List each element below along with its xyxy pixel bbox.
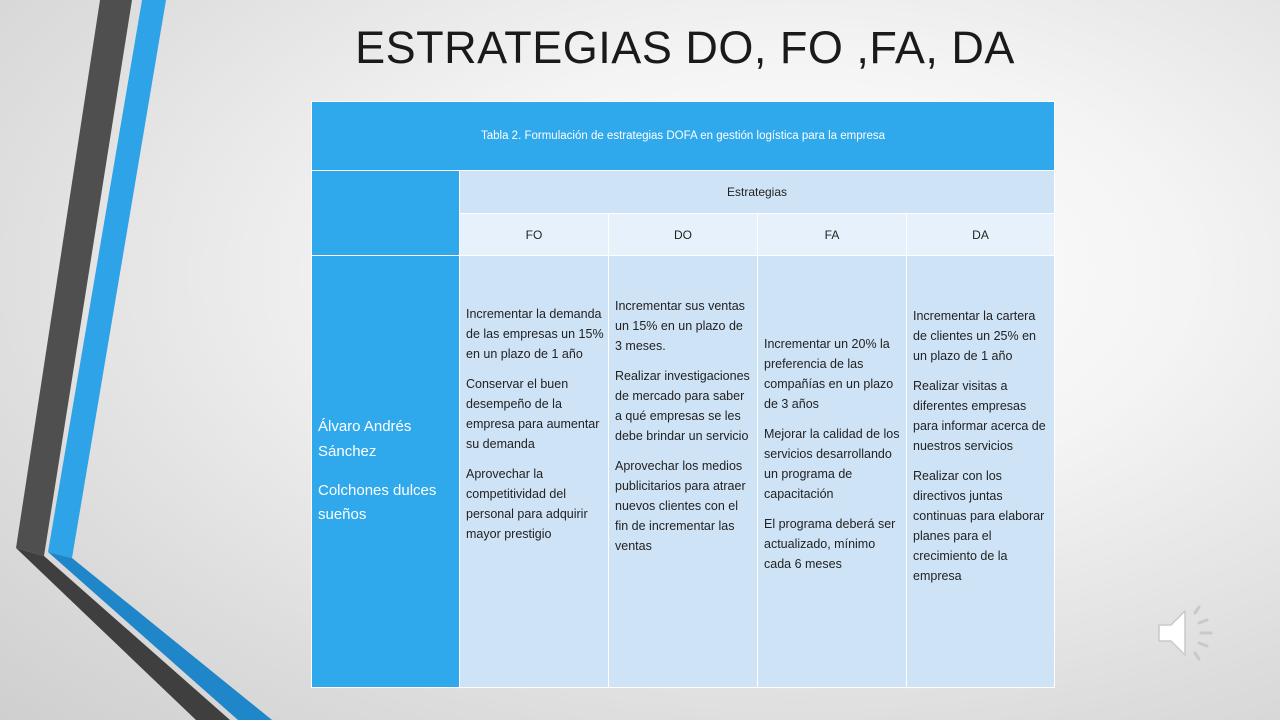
row-label-cell bbox=[312, 256, 460, 688]
dark-bar-lower bbox=[16, 548, 230, 720]
strategy-fo-1: Incrementar la demanda de las empresas un 15% en un plazo de 1 año bbox=[466, 307, 604, 361]
strategies-group-header: Estrategias bbox=[460, 171, 1055, 214]
strategy-fo-2: Conservar el buen desempeño de la empresa para aumentar su demanda bbox=[466, 377, 600, 451]
strategy-fa-3: El programa deberá ser actualizado, mínimo cada 6 meses bbox=[764, 517, 896, 571]
speaker-icon[interactable] bbox=[1155, 603, 1225, 663]
strategy-da-3: Realizar con los directivos juntas continuas para elaborar planes para el crecimiento de la empresa bbox=[913, 469, 1045, 583]
slide-title: ESTRATEGIAS DO, FO ,FA, DA bbox=[355, 22, 1015, 73]
strategy-fa-1: Incrementar un 20% la preferencia de las compañías en un plazo de 3 años bbox=[764, 337, 894, 411]
column-header-fo: FO bbox=[460, 214, 609, 256]
table-corner-cell bbox=[312, 171, 460, 256]
strategy-cell-da bbox=[907, 256, 1055, 688]
strategy-cell-do bbox=[609, 256, 758, 688]
table-caption: Tabla 2. Formulación de estrategias DOFA en gestión logística para la empresa bbox=[312, 102, 1055, 171]
row-label-person: Álvaro Andrés Sánchez bbox=[318, 418, 412, 460]
strategy-cell-fa bbox=[758, 256, 907, 688]
strategy-fo-3: Aprovechar la competitividad del personal para adquirir mayor prestigio bbox=[466, 467, 588, 541]
column-header-do: DO bbox=[609, 214, 758, 256]
column-header-fa: FA bbox=[758, 214, 907, 256]
blue-bar-lower bbox=[48, 552, 272, 720]
column-header-da: DA bbox=[907, 214, 1055, 256]
dofa-strategy-table bbox=[311, 101, 1055, 688]
strategy-da-1: Incrementar la cartera de clientes un 25% en un plazo de 1 año bbox=[913, 309, 1037, 363]
strategy-do-3: Aprovechar los medios publicitarios para atraer nuevos clientes con el fin de incrementar las ventas bbox=[615, 459, 746, 553]
strategy-da-2: Realizar visitas a diferentes empresas para informar acerca de nuestros servicios bbox=[913, 379, 1046, 453]
row-label-company: Colchones dulces sueños bbox=[318, 481, 437, 524]
strategy-do-2: Realizar investigaciones de mercado para saber a qué empresas se les debe brindar un servicio bbox=[615, 369, 750, 443]
strategy-fa-2: Mejorar la calidad de los servicios desarrollando un programa de capacitación bbox=[764, 427, 900, 501]
strategy-cell-fo bbox=[460, 256, 609, 688]
strategy-do-1: Incrementar sus ventas un 15% en un plazo de 3 meses. bbox=[615, 299, 745, 353]
